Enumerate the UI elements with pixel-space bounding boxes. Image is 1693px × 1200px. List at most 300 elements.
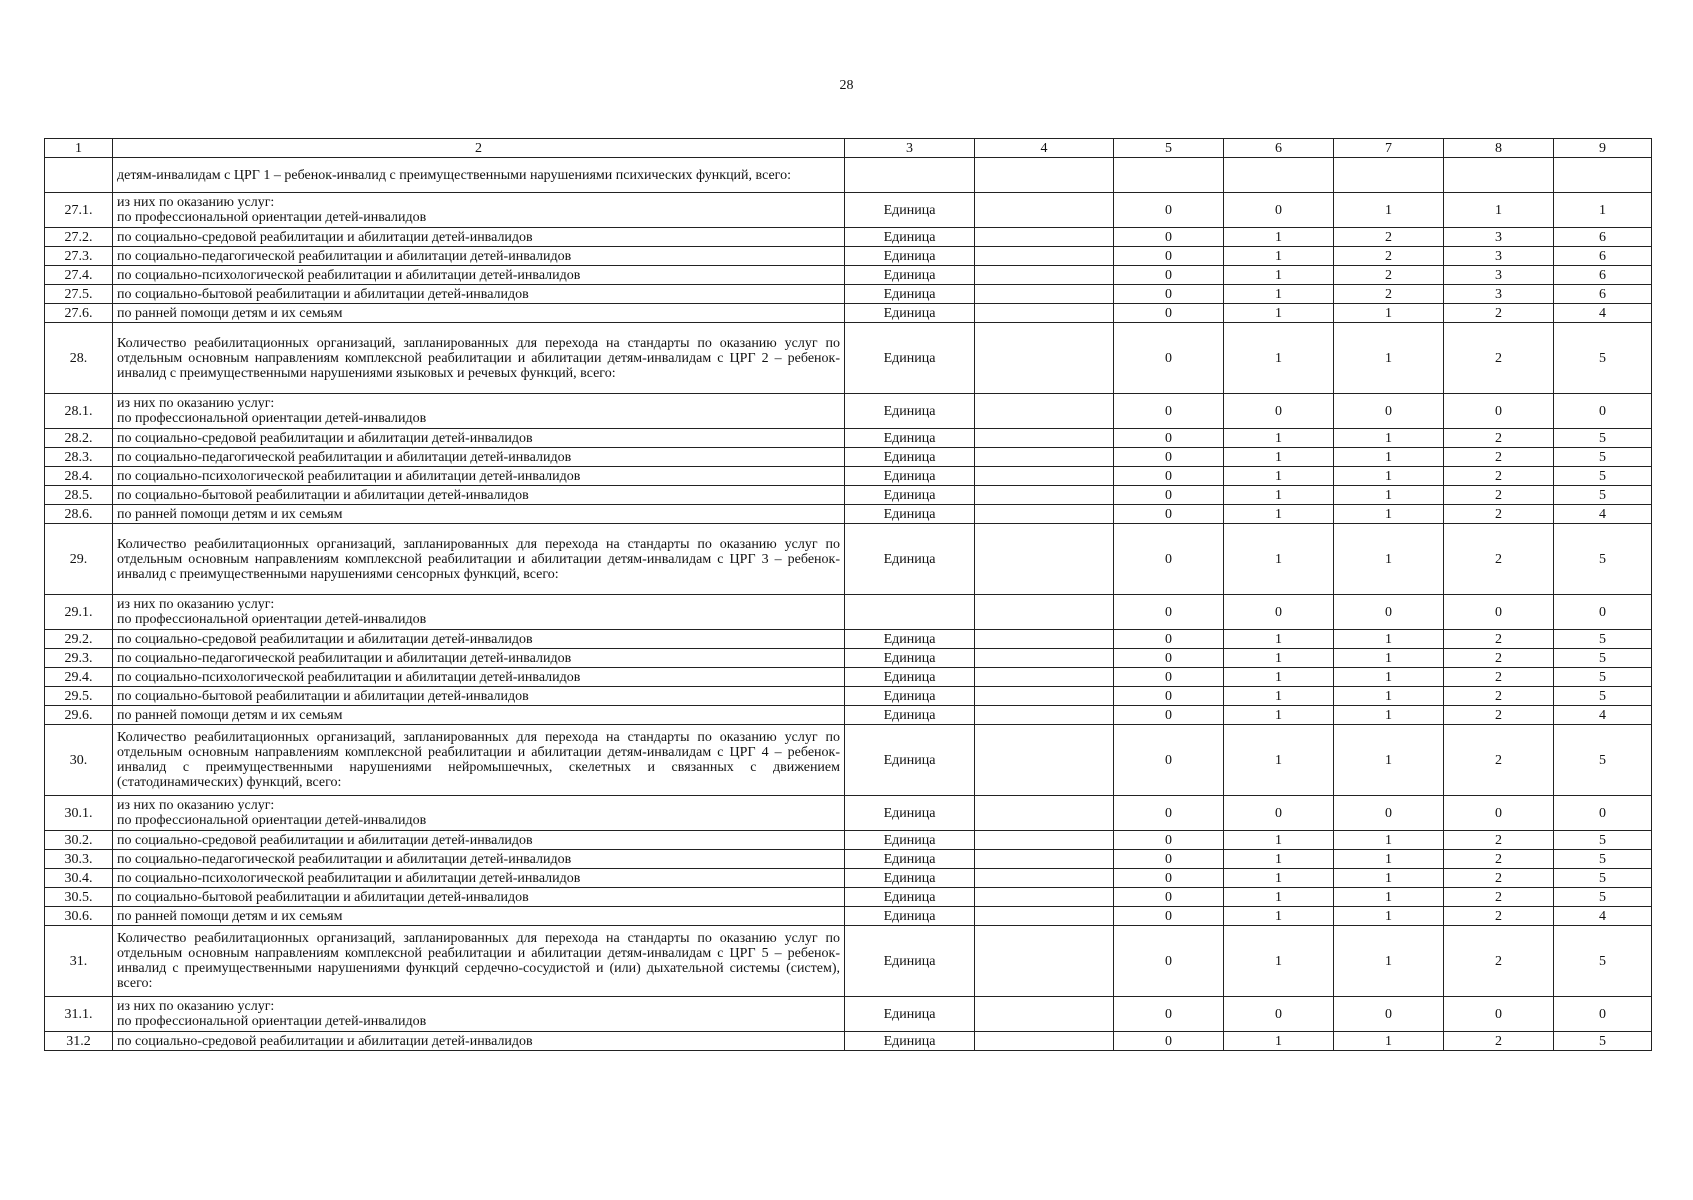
column-6-cell: 1 [1224, 486, 1334, 505]
column-4-cell [975, 266, 1114, 285]
unit-cell: Единица [845, 926, 975, 997]
header-cell: 2 [113, 139, 845, 158]
column-9-cell: 5 [1554, 869, 1652, 888]
column-5-cell: 0 [1114, 285, 1224, 304]
column-8-cell: 2 [1444, 486, 1554, 505]
column-8-cell: 2 [1444, 448, 1554, 467]
column-8-cell: 2 [1444, 505, 1554, 524]
column-4-cell [975, 524, 1114, 595]
description-cell: из них по оказанию услуг: по профессиональной ориентации детей-инвалидов [113, 595, 845, 630]
row-number-cell: 29.2. [45, 630, 113, 649]
table-row [45, 247, 1652, 266]
description-cell: по социально-бытовой реабилитации и абилитации детей-инвалидов [113, 285, 845, 304]
column-7-cell: 1 [1334, 630, 1444, 649]
row-number-cell: 30.4. [45, 869, 113, 888]
column-4-cell [975, 687, 1114, 706]
description-cell: из них по оказанию услуг: по профессиональной ориентации детей-инвалидов [113, 193, 845, 228]
column-8-cell: 3 [1444, 228, 1554, 247]
column-7-cell: 1 [1334, 524, 1444, 595]
column-6-cell: 1 [1224, 323, 1334, 394]
column-8-cell: 2 [1444, 725, 1554, 796]
column-5-cell: 0 [1114, 524, 1224, 595]
column-9-cell: 6 [1554, 266, 1652, 285]
row-number-cell: 29.6. [45, 706, 113, 725]
description-cell: по социально-психологической реабилитации и абилитации детей-инвалидов [113, 266, 845, 285]
header-cell: 1 [45, 139, 113, 158]
column-7-cell: 1 [1334, 907, 1444, 926]
table-row [45, 831, 1652, 850]
column-4-cell [975, 1032, 1114, 1051]
column-6-cell: 1 [1224, 831, 1334, 850]
column-9-cell: 5 [1554, 486, 1652, 505]
column-4-cell [975, 228, 1114, 247]
unit-cell: Единица [845, 247, 975, 266]
column-4-cell [975, 907, 1114, 926]
row-number-cell: 30. [45, 725, 113, 796]
column-7-cell [1334, 158, 1444, 193]
page-number: 28 [839, 78, 854, 93]
description-cell: по социально-средовой реабилитации и абилитации детей-инвалидов [113, 228, 845, 247]
table-row [45, 429, 1652, 448]
column-8-cell: 2 [1444, 668, 1554, 687]
column-5-cell: 0 [1114, 630, 1224, 649]
table-row [45, 725, 1652, 796]
column-5-cell [1114, 158, 1224, 193]
unit-cell: Единица [845, 869, 975, 888]
column-6-cell: 0 [1224, 193, 1334, 228]
column-5-cell: 0 [1114, 687, 1224, 706]
header-cell: 7 [1334, 139, 1444, 158]
column-6-cell: 1 [1224, 668, 1334, 687]
row-number-cell: 28.1. [45, 394, 113, 429]
column-5-cell: 0 [1114, 266, 1224, 285]
column-4-cell [975, 630, 1114, 649]
column-6-cell: 1 [1224, 448, 1334, 467]
column-5-cell: 0 [1114, 429, 1224, 448]
column-5-cell: 0 [1114, 486, 1224, 505]
column-7-cell: 1 [1334, 706, 1444, 725]
column-6-cell: 1 [1224, 304, 1334, 323]
table-row [45, 687, 1652, 706]
description-cell: по социально-педагогической реабилитации и абилитации детей-инвалидов [113, 448, 845, 467]
column-9-cell: 5 [1554, 926, 1652, 997]
unit-cell [845, 158, 975, 193]
column-4-cell [975, 595, 1114, 630]
column-9-cell: 6 [1554, 228, 1652, 247]
column-7-cell: 2 [1334, 247, 1444, 266]
column-7-cell: 1 [1334, 448, 1444, 467]
description-cell: по социально-средовой реабилитации и абилитации детей-инвалидов [113, 1032, 845, 1051]
column-9-cell: 5 [1554, 725, 1652, 796]
column-8-cell: 1 [1444, 193, 1554, 228]
header-cell: 8 [1444, 139, 1554, 158]
header-row [45, 139, 1652, 158]
column-9-cell: 5 [1554, 630, 1652, 649]
column-4-cell [975, 668, 1114, 687]
unit-cell [845, 595, 975, 630]
column-7-cell: 0 [1334, 997, 1444, 1032]
unit-cell: Единица [845, 796, 975, 831]
table-row [45, 524, 1652, 595]
column-7-cell: 1 [1334, 888, 1444, 907]
column-8-cell: 2 [1444, 850, 1554, 869]
column-6-cell: 0 [1224, 796, 1334, 831]
column-4-cell [975, 304, 1114, 323]
column-6-cell: 1 [1224, 524, 1334, 595]
column-9-cell: 4 [1554, 907, 1652, 926]
unit-cell: Единица [845, 1032, 975, 1051]
column-4-cell [975, 323, 1114, 394]
column-5-cell: 0 [1114, 323, 1224, 394]
description-cell: по социально-средовой реабилитации и абилитации детей-инвалидов [113, 630, 845, 649]
description-cell: детям-инвалидам с ЦРГ 1 – ребенок-инвалид с преимущественными нарушениями психических функций, всего: [113, 158, 845, 193]
column-6-cell: 1 [1224, 869, 1334, 888]
column-5-cell: 0 [1114, 247, 1224, 266]
row-number-cell: 27.1. [45, 193, 113, 228]
column-5-cell: 0 [1114, 394, 1224, 429]
description-cell: по социально-бытовой реабилитации и абилитации детей-инвалидов [113, 687, 845, 706]
column-4-cell [975, 448, 1114, 467]
column-7-cell: 1 [1334, 869, 1444, 888]
table-row [45, 907, 1652, 926]
column-9-cell: 6 [1554, 247, 1652, 266]
column-6-cell: 1 [1224, 1032, 1334, 1051]
unit-cell: Единица [845, 193, 975, 228]
unit-cell: Единица [845, 630, 975, 649]
column-5-cell: 0 [1114, 796, 1224, 831]
column-6-cell: 1 [1224, 850, 1334, 869]
column-9-cell: 5 [1554, 429, 1652, 448]
table-row [45, 888, 1652, 907]
column-5-cell: 0 [1114, 997, 1224, 1032]
column-9-cell: 5 [1554, 668, 1652, 687]
description-cell: из них по оказанию услуг: по профессиональной ориентации детей-инвалидов [113, 796, 845, 831]
column-4-cell [975, 467, 1114, 486]
table-row [45, 926, 1652, 997]
unit-cell: Единица [845, 524, 975, 595]
column-8-cell: 2 [1444, 1032, 1554, 1051]
column-7-cell: 1 [1334, 429, 1444, 448]
unit-cell: Единица [845, 649, 975, 668]
column-4-cell [975, 869, 1114, 888]
unit-cell: Единица [845, 467, 975, 486]
row-number-cell: 30.2. [45, 831, 113, 850]
column-7-cell: 0 [1334, 796, 1444, 831]
column-6-cell: 0 [1224, 997, 1334, 1032]
header-cell: 9 [1554, 139, 1652, 158]
column-9-cell: 5 [1554, 524, 1652, 595]
column-7-cell: 1 [1334, 668, 1444, 687]
row-number-cell: 29.1. [45, 595, 113, 630]
description-cell: по социально-психологической реабилитации и абилитации детей-инвалидов [113, 668, 845, 687]
column-9-cell: 5 [1554, 888, 1652, 907]
column-4-cell [975, 725, 1114, 796]
unit-cell: Единица [845, 907, 975, 926]
column-6-cell: 1 [1224, 630, 1334, 649]
description-cell: по социально-средовой реабилитации и абилитации детей-инвалидов [113, 831, 845, 850]
column-7-cell: 1 [1334, 193, 1444, 228]
row-number-cell: 27.5. [45, 285, 113, 304]
column-9-cell: 4 [1554, 505, 1652, 524]
column-4-cell [975, 429, 1114, 448]
column-6-cell: 1 [1224, 907, 1334, 926]
column-6-cell: 1 [1224, 706, 1334, 725]
column-8-cell [1444, 158, 1554, 193]
column-5-cell: 0 [1114, 193, 1224, 228]
table-row [45, 796, 1652, 831]
description-cell: Количество реабилитационных организаций, запланированных для перехода на стандарты по оказанию услуг по отдельным основным направлениям комплексной реабилитации и абилитации детям-инвалидам с ЦРГ 5 – ребенок-инвалид с преимущественными нарушениями функций сердечно-сосудистой и (или) дыхательной системы (систем), всего: [113, 926, 845, 997]
column-9-cell: 0 [1554, 997, 1652, 1032]
column-5-cell: 0 [1114, 1032, 1224, 1051]
column-5-cell: 0 [1114, 595, 1224, 630]
column-5-cell: 0 [1114, 869, 1224, 888]
unit-cell: Единица [845, 486, 975, 505]
row-number-cell: 30.5. [45, 888, 113, 907]
row-number-cell: 28.5. [45, 486, 113, 505]
column-8-cell: 2 [1444, 926, 1554, 997]
description-cell: по социально-психологической реабилитации и абилитации детей-инвалидов [113, 869, 845, 888]
column-6-cell: 1 [1224, 429, 1334, 448]
column-6-cell [1224, 158, 1334, 193]
column-7-cell: 1 [1334, 467, 1444, 486]
table-row [45, 467, 1652, 486]
column-6-cell: 1 [1224, 285, 1334, 304]
column-8-cell: 2 [1444, 304, 1554, 323]
column-8-cell: 2 [1444, 907, 1554, 926]
column-6-cell: 1 [1224, 505, 1334, 524]
table-row [45, 486, 1652, 505]
table-row [45, 1032, 1652, 1051]
column-7-cell: 1 [1334, 304, 1444, 323]
unit-cell: Единица [845, 997, 975, 1032]
column-7-cell: 1 [1334, 1032, 1444, 1051]
column-8-cell: 0 [1444, 997, 1554, 1032]
unit-cell: Единица [845, 304, 975, 323]
header-cell: 6 [1224, 139, 1334, 158]
row-number-cell: 31.1. [45, 997, 113, 1032]
column-6-cell: 1 [1224, 725, 1334, 796]
column-5-cell: 0 [1114, 467, 1224, 486]
column-4-cell [975, 247, 1114, 266]
column-5-cell: 0 [1114, 926, 1224, 997]
row-number-cell: 28. [45, 323, 113, 394]
table-row [45, 448, 1652, 467]
unit-cell: Единица [845, 228, 975, 247]
column-8-cell: 0 [1444, 595, 1554, 630]
column-7-cell: 1 [1334, 505, 1444, 524]
column-9-cell: 0 [1554, 394, 1652, 429]
column-6-cell: 0 [1224, 595, 1334, 630]
unit-cell: Единица [845, 505, 975, 524]
column-5-cell: 0 [1114, 888, 1224, 907]
column-9-cell: 4 [1554, 706, 1652, 725]
unit-cell: Единица [845, 323, 975, 394]
column-5-cell: 0 [1114, 850, 1224, 869]
column-8-cell: 2 [1444, 467, 1554, 486]
column-9-cell: 4 [1554, 304, 1652, 323]
description-cell: по социально-педагогической реабилитации и абилитации детей-инвалидов [113, 247, 845, 266]
column-6-cell: 0 [1224, 394, 1334, 429]
column-8-cell: 2 [1444, 706, 1554, 725]
column-4-cell [975, 796, 1114, 831]
column-6-cell: 1 [1224, 228, 1334, 247]
row-number-cell: 27.2. [45, 228, 113, 247]
table-header [45, 139, 1652, 158]
column-6-cell: 1 [1224, 687, 1334, 706]
column-4-cell [975, 158, 1114, 193]
description-cell: из них по оказанию услуг: по профессиональной ориентации детей-инвалидов [113, 997, 845, 1032]
row-number-cell: 28.2. [45, 429, 113, 448]
column-4-cell [975, 649, 1114, 668]
column-5-cell: 0 [1114, 228, 1224, 247]
unit-cell: Единица [845, 448, 975, 467]
column-4-cell [975, 997, 1114, 1032]
table-row [45, 706, 1652, 725]
column-8-cell: 2 [1444, 649, 1554, 668]
column-8-cell: 2 [1444, 524, 1554, 595]
row-number-cell: 29. [45, 524, 113, 595]
column-8-cell: 0 [1444, 796, 1554, 831]
table-row [45, 997, 1652, 1032]
table-row [45, 158, 1652, 193]
column-9-cell: 5 [1554, 323, 1652, 394]
row-number-cell: 28.6. [45, 505, 113, 524]
column-4-cell [975, 486, 1114, 505]
column-8-cell: 2 [1444, 831, 1554, 850]
column-9-cell: 5 [1554, 448, 1652, 467]
row-number-cell: 29.3. [45, 649, 113, 668]
table-row [45, 394, 1652, 429]
table-row [45, 228, 1652, 247]
column-9-cell: 5 [1554, 831, 1652, 850]
column-5-cell: 0 [1114, 668, 1224, 687]
unit-cell: Единица [845, 831, 975, 850]
column-9-cell: 5 [1554, 850, 1652, 869]
table-row [45, 323, 1652, 394]
column-8-cell: 3 [1444, 247, 1554, 266]
column-4-cell [975, 706, 1114, 725]
table-row [45, 266, 1652, 285]
column-9-cell: 5 [1554, 687, 1652, 706]
header-cell: 4 [975, 139, 1114, 158]
row-number-cell: 31. [45, 926, 113, 997]
column-4-cell [975, 831, 1114, 850]
column-9-cell: 0 [1554, 595, 1652, 630]
column-8-cell: 3 [1444, 266, 1554, 285]
table-row [45, 505, 1652, 524]
table-row [45, 595, 1652, 630]
description-cell: Количество реабилитационных организаций, запланированных для перехода на стандарты по оказанию услуг по отдельным основным направлениям комплексной реабилитации и абилитации детям-инвалидам с ЦРГ 2 – ребенок-инвалид с преимущественными нарушениями языковых и речевых функций, всего: [113, 323, 845, 394]
column-5-cell: 0 [1114, 304, 1224, 323]
column-6-cell: 1 [1224, 926, 1334, 997]
column-7-cell: 2 [1334, 266, 1444, 285]
column-8-cell: 2 [1444, 869, 1554, 888]
description-cell: по социально-педагогической реабилитации и абилитации детей-инвалидов [113, 850, 845, 869]
description-cell: по социально-бытовой реабилитации и абилитации детей-инвалидов [113, 888, 845, 907]
column-4-cell [975, 285, 1114, 304]
description-cell: Количество реабилитационных организаций, запланированных для перехода на стандарты по оказанию услуг по отдельным основным направлениям комплексной реабилитации и абилитации детям-инвалидам с ЦРГ 3 – ребенок-инвалид с преимущественными нарушениями сенсорных функций, всего: [113, 524, 845, 595]
row-number-cell: 28.3. [45, 448, 113, 467]
column-4-cell [975, 394, 1114, 429]
description-cell: по социально-педагогической реабилитации и абилитации детей-инвалидов [113, 649, 845, 668]
column-7-cell: 1 [1334, 725, 1444, 796]
column-7-cell: 2 [1334, 285, 1444, 304]
unit-cell: Единица [845, 706, 975, 725]
column-6-cell: 1 [1224, 888, 1334, 907]
column-9-cell: 0 [1554, 796, 1652, 831]
column-5-cell: 0 [1114, 706, 1224, 725]
unit-cell: Единица [845, 687, 975, 706]
column-8-cell: 0 [1444, 394, 1554, 429]
row-number-cell: 31.2 [45, 1032, 113, 1051]
column-9-cell: 5 [1554, 1032, 1652, 1051]
column-9-cell: 5 [1554, 649, 1652, 668]
unit-cell: Единица [845, 668, 975, 687]
row-number-cell [45, 158, 113, 193]
description-cell: по ранней помощи детям и их семьям [113, 304, 845, 323]
table-row [45, 285, 1652, 304]
column-6-cell: 1 [1224, 649, 1334, 668]
column-7-cell: 1 [1334, 926, 1444, 997]
column-4-cell [975, 888, 1114, 907]
row-number-cell: 29.4. [45, 668, 113, 687]
description-cell: по социально-психологической реабилитации и абилитации детей-инвалидов [113, 467, 845, 486]
column-4-cell [975, 505, 1114, 524]
description-cell: по ранней помощи детям и их семьям [113, 505, 845, 524]
description-cell: по ранней помощи детям и их семьям [113, 907, 845, 926]
column-8-cell: 2 [1444, 687, 1554, 706]
column-7-cell: 0 [1334, 394, 1444, 429]
column-4-cell [975, 850, 1114, 869]
header-cell: 3 [845, 139, 975, 158]
unit-cell: Единица [845, 429, 975, 448]
column-9-cell: 6 [1554, 285, 1652, 304]
header-cell: 5 [1114, 139, 1224, 158]
table-body [45, 158, 1652, 1051]
column-5-cell: 0 [1114, 649, 1224, 668]
table-row [45, 304, 1652, 323]
column-6-cell: 1 [1224, 266, 1334, 285]
column-8-cell: 2 [1444, 429, 1554, 448]
unit-cell: Единица [845, 266, 975, 285]
row-number-cell: 30.1. [45, 796, 113, 831]
row-number-cell: 28.4. [45, 467, 113, 486]
column-7-cell: 1 [1334, 831, 1444, 850]
row-number-cell: 30.3. [45, 850, 113, 869]
column-7-cell: 1 [1334, 486, 1444, 505]
column-5-cell: 0 [1114, 907, 1224, 926]
column-7-cell: 1 [1334, 649, 1444, 668]
unit-cell: Единица [845, 725, 975, 796]
unit-cell: Единица [845, 888, 975, 907]
column-5-cell: 0 [1114, 448, 1224, 467]
unit-cell: Единица [845, 394, 975, 429]
table-row [45, 649, 1652, 668]
table-row [45, 630, 1652, 649]
column-9-cell: 5 [1554, 467, 1652, 486]
description-cell: по ранней помощи детям и их семьям [113, 706, 845, 725]
table-row [45, 193, 1652, 228]
column-7-cell: 2 [1334, 228, 1444, 247]
column-7-cell: 1 [1334, 687, 1444, 706]
column-9-cell: 1 [1554, 193, 1652, 228]
table-row [45, 668, 1652, 687]
column-4-cell [975, 926, 1114, 997]
column-5-cell: 0 [1114, 725, 1224, 796]
column-5-cell: 0 [1114, 831, 1224, 850]
description-cell: Количество реабилитационных организаций, запланированных для перехода на стандарты по оказанию услуг по отдельным основным направлениям комплексной реабилитации и абилитации детям-инвалидам с ЦРГ 4 – ребенок-инвалид с преимущественными нарушениями нейромышечных, скелетных и связанных с движением (статодинамических) функций, всего: [113, 725, 845, 796]
description-cell: по социально-средовой реабилитации и абилитации детей-инвалидов [113, 429, 845, 448]
